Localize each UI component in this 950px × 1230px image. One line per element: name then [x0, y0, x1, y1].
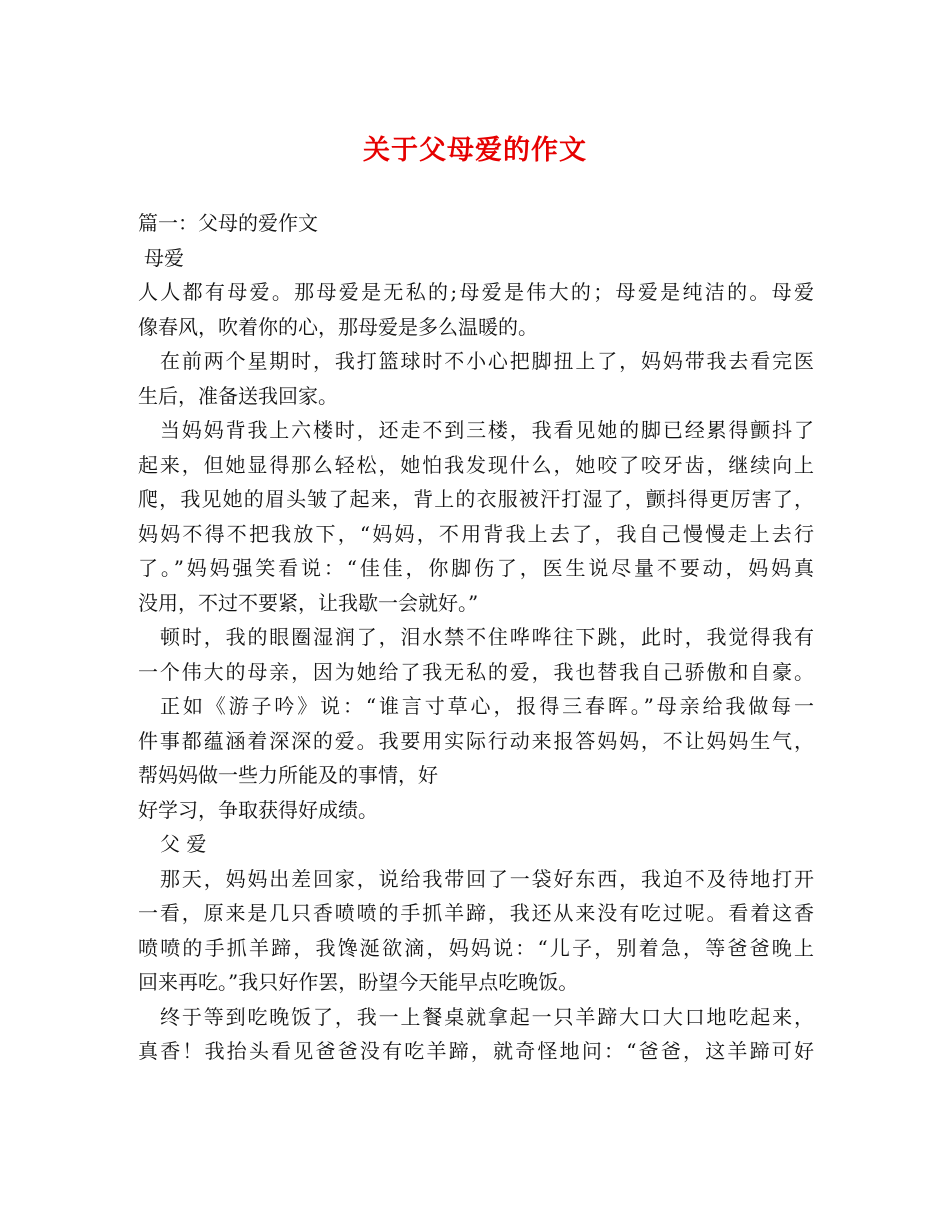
paragraph-line: 喷喷的手抓羊蹄，我馋涎欲滴，妈妈说：“儿子，别着急，等爸爸晚上 [138, 935, 814, 960]
subheading-mother-love: 母爱 [144, 245, 184, 270]
paragraph-line: 了。”妈妈强笑看说：“佳佳，你脚伤了，医生说尽量不要动，妈妈真 [138, 556, 814, 580]
paragraph-line: 顿时，我的眼圈湿润了，泪水禁不住哗哗往下跳，此时，我觉得我有 [160, 625, 814, 649]
paragraph-line: 好学习，争取获得好成绩。 [138, 797, 378, 822]
paragraph-line: 帮妈妈做一些力所能及的事情，好 [138, 763, 438, 787]
document-title: 关于父母爱的作文 [363, 135, 587, 166]
paragraph-line: 在前两个星期时，我打篮球时不小心把脚扭上了，妈妈带我去看完医 [160, 349, 814, 373]
paragraph-line: 件事都蕴涵着深深的爱。我要用实际行动来报答妈妈，不让妈妈生气， [138, 728, 814, 753]
subheading-father-love: 父 爱 [160, 832, 207, 856]
paragraph-line: 人人都有母爱。那母爱是无私的;母爱是伟大的；母爱是纯洁的。母爱 [138, 280, 814, 304]
paragraph-line: 爬，我见她的眉头皱了起来，背上的衣服被汗打湿了，颤抖得更厉害了， [138, 487, 814, 511]
paragraph-line: 一个伟大的母亲，因为她给了我无私的爱，我也替我自己骄傲和自豪。 [138, 659, 814, 684]
paragraph-line: 一看，原来是几只香喷喷的手抓羊蹄，我还从来没有吃过呢。看着这香 [138, 901, 814, 925]
paragraph-line: 真香！我抬头看见爸爸没有吃羊蹄，就奇怪地问：“爸爸，这羊蹄可好 [138, 1039, 814, 1063]
paragraph-line: 起来，但她显得那么轻松，她怕我发现什么，她咬了咬牙齿，继续向上 [138, 452, 814, 477]
paragraph-line: 当妈妈背我上六楼时，还走不到三楼，我看见她的脚已经累得颤抖了 [160, 418, 814, 442]
paragraph-line: 回来再吃。”我只好作罢，盼望今天能早点吃晚饭。 [138, 970, 579, 994]
section-heading: 篇一：父母的爱作文 [138, 211, 318, 235]
paragraph-line: 妈妈不得不把我放下，“妈妈，不用背我上去了，我自己慢慢走上去行 [138, 521, 814, 546]
paragraph-line: 终于等到吃晚饭了，我一上餐桌就拿起一只羊蹄大口大口地吃起来， [160, 1004, 814, 1029]
paragraph-line: 没用，不过不要紧，让我歇一会就好。” [138, 590, 479, 615]
paragraph-line: 生后，准备送我回家。 [138, 383, 338, 408]
paragraph-line: 正如《游子吟》说：“谁言寸草心，报得三春晖。”母亲给我做每一 [160, 694, 814, 718]
paragraph-line: 像春风，吹着你的心，那母爱是多么温暖的。 [138, 314, 538, 339]
paragraph-line: 那天，妈妈出差回家，说给我带回了一袋好东西，我迫不及待地打开 [160, 866, 814, 891]
document-body [138, 206, 814, 1069]
